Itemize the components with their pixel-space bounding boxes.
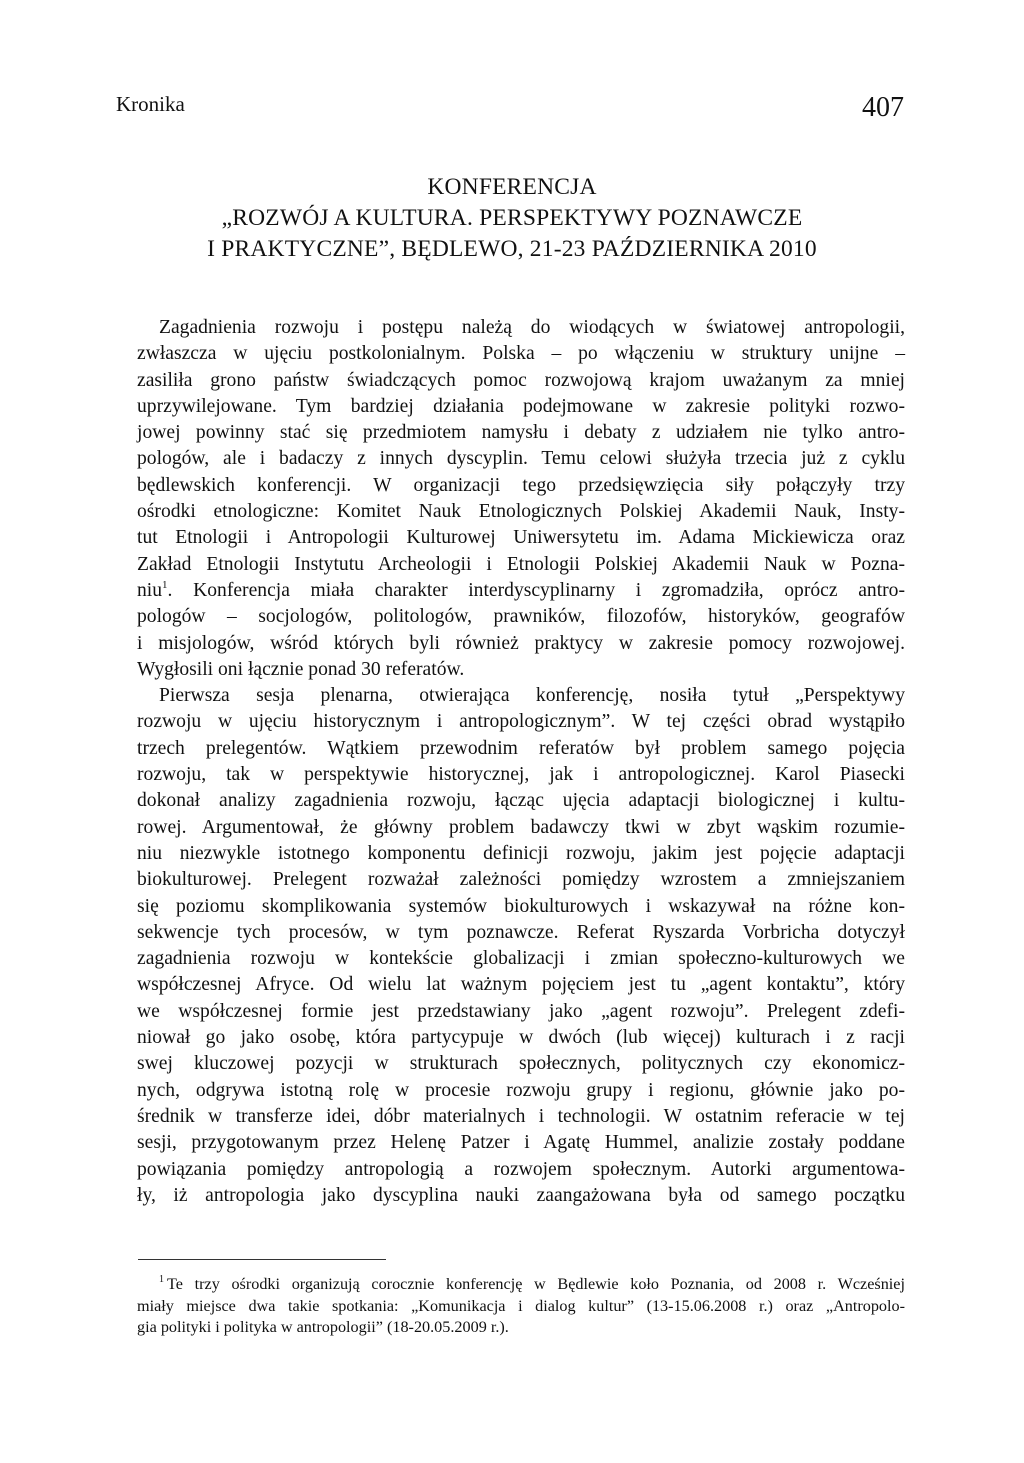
text-line: sesji, przygotowanym przez Helenę Patzer i Agatę Hummel, analizie zostały poddane (137, 1132, 905, 1154)
text-fragment: niu (137, 579, 163, 601)
text-line: swej kluczowej pozycji w strukturach społecznych, politycznych czy ekonomicz- (137, 1053, 905, 1075)
text-line: Zakład Etnologii Instytutu Archeologii i Etnologii Polskiej Akademii Nauk w Pozna- (137, 553, 905, 575)
text-line: się poziomu skomplikowania systemów biokulturowych i wskazywał na różne kon- (137, 895, 905, 917)
text-line: ły, iż antropologia jako dyscyplina nauki zaangażowana była od samego początku (137, 1184, 905, 1206)
text-line: Zagadnienia rozwoju i postępu należą do wiodących w światowej antropologii, (159, 317, 905, 338)
text-line: dokonał analizy zagadnienia rozwoju, łącząc ujęcia adaptacji biologicznej i kultu- (137, 790, 905, 812)
text-line: nych, odgrywa istotną rolę w procesie rozwoju grupy i regionu, głównie jako po- (137, 1079, 905, 1101)
text-line: trzech prelegentów. Wątkiem przewodnim referatów był problem samego pojęcia (137, 737, 905, 759)
footnote-reference: 1 (162, 578, 168, 591)
text-line: rozwoju, tak w perspektywie historycznej, jak i antropologicznej. Karol Piasecki (137, 764, 905, 786)
text-line: Pierwsza sesja plenarna, otwierająca konferencję, nosiła tytuł „Perspektywy (159, 685, 905, 707)
text-line: rozwoju w ujęciu historycznym i antropologicznym”. W tej części obrad wystąpiło (137, 711, 905, 733)
text-line: niu niezwykle istotnego komponentu definicji rozwoju, jakim jest pojęcie adaptacji (137, 842, 905, 864)
text-line: zwłaszcza w ujęciu postkolonialnym. Polska – po włączeniu w struktury unijne – (137, 343, 905, 365)
text-line: współczesnej Afryce. Od wielu lat ważnym pojęciem jest tu „agent kontaktu”, który (137, 974, 905, 996)
text-line: Wygłosili oni łącznie ponad 30 referatów. (137, 658, 465, 680)
text-fragment: . Konferencja miała charakter interdyscyplinarny i zgromadziła, oprócz antro- (167, 579, 905, 601)
text-line: zagadnienia rozwoju w kontekście globalizacji i zmian społeczno-kulturowych we (137, 948, 905, 970)
text-line: powiązania pomiędzy antropologią a rozwojem społecznym. Autorki argumentowa- (137, 1158, 905, 1180)
text-line: pologów – socjologów, politologów, prawników, filozofów, historyków, geografów (137, 606, 905, 628)
body-text (137, 315, 905, 1209)
text-line: średnik w transferze idei, dóbr materialnych i technologii. W ostatnim referacie w tej (137, 1105, 905, 1127)
text-line: ośrodki etnologiczne: Komitet Nauk Etnologicznych Polskiej Akademii Nauk, Insty- (137, 501, 905, 523)
running-head: Kronika (116, 92, 185, 116)
title-line: „ROZWÓJ A KULTURA. PERSPEKTYWY POZNAWCZE (221, 205, 803, 231)
footnote-divider (138, 1259, 386, 1260)
article-title (116, 172, 908, 265)
text-line: pologów, ale i badaczy z innych dyscyplin. Temu celowi służyła trzecia już z cyklu (137, 448, 905, 470)
footnote (137, 1274, 905, 1339)
text-line: zasiliła grono państw świadczących pomoc rozwojową krajom uważanym za mniej (137, 369, 905, 391)
footnote-line: miały miejsce dwa takie spotkania: „Komunikacja i dialog kultur” (13-15.06.2008 r.) oraz „Antropolo- (137, 1296, 905, 1315)
footnote-marker: 1 (159, 1274, 164, 1285)
footnote-line (137, 1274, 905, 1296)
text-line: będlewskich konferencji. W organizacji tego przedsięwzięcia siły połączyły trzy (137, 474, 905, 496)
page-number: 407 (862, 92, 904, 123)
footnote-text: Te trzy ośrodki organizują corocznie konferencję w Będlewie koło Poznania, od 2008 r. Wcześniej (167, 1275, 905, 1293)
text-line: niował go jako osobę, która partycypuje w dwóch (lub więcej) kulturach i z racji (137, 1027, 905, 1049)
text-line: i misjologów, wśród których byli również praktycy w zakresie pomocy rozwojowej. (137, 632, 905, 654)
text-line: rowej. Argumentował, że główny problem badawczy tkwi w zbyt wąskim rozumie- (137, 816, 905, 838)
text-line: sekwencje tych procesów, w tym poznawcze. Referat Ryszarda Vorbricha dotyczył (137, 921, 905, 943)
text-line: biokulturowej. Prelegent rozważał zależności pomiędzy wzrostem a zmniejszaniem (137, 869, 905, 891)
text-line: uprzywilejowane. Tym bardziej działania podejmowane w zakresie polityki rozwo- (137, 395, 905, 417)
text-line (137, 578, 905, 604)
title-line: KONFERENCJA (427, 174, 597, 200)
text-line: tut Etnologii i Antropologii Kulturowej Uniwersytetu im. Adama Mickiewicza oraz (137, 527, 905, 549)
footnote-line: gia polityki i polityka w antropologii” (18-20.05.2009 r.). (137, 1318, 509, 1336)
title-line: I PRAKTYCZNE”, BĘDLEWO, 21-23 PAŹDZIERNIKA 2010 (207, 236, 817, 262)
text-line: jowej powinny stać się przedmiotem namysłu i debaty z udziałem nie tylko antro- (137, 422, 905, 444)
text-line: we współczesnej formie jest przedstawiany jako „agent rozwoju”. Prelegent zdefi- (137, 1000, 905, 1022)
